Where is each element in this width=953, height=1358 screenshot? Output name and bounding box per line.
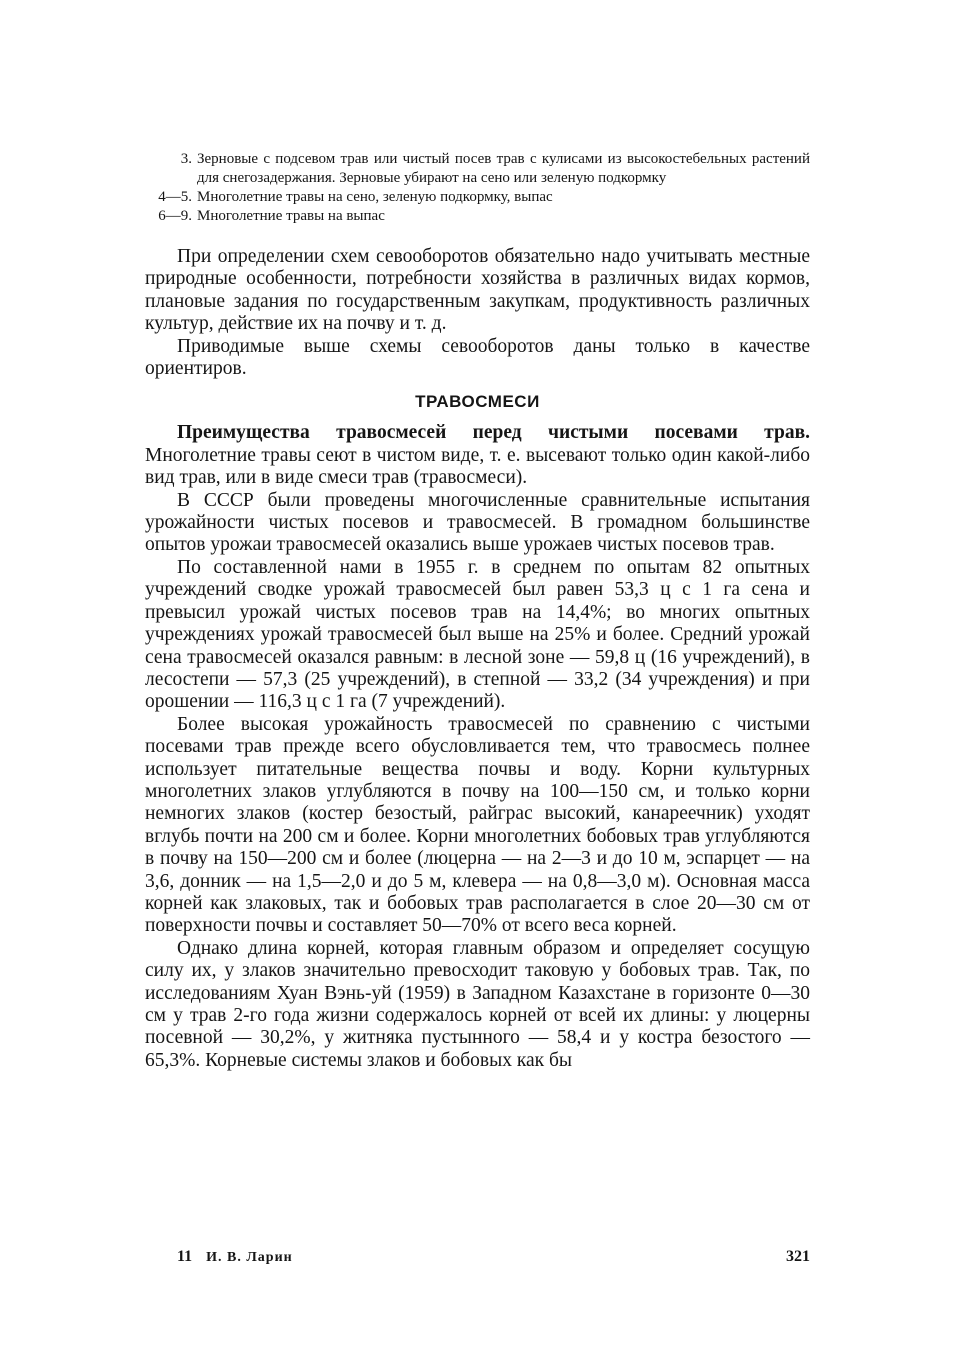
signature-mark bbox=[145, 1248, 293, 1266]
signature-number: 11 bbox=[177, 1248, 193, 1265]
rotation-scheme-list bbox=[145, 150, 810, 226]
intro-paragraph: Приводимые выше схемы севооборотов даны только в качестве ориентиров. bbox=[145, 335, 810, 380]
page-number: 321 bbox=[786, 1248, 810, 1265]
list-item-text: Многолетние травы на выпас bbox=[197, 208, 385, 224]
list-item bbox=[145, 150, 810, 188]
section-title: ТРАВОСМЕСИ bbox=[415, 392, 540, 412]
list-item-number: 6—9. bbox=[158, 208, 192, 224]
list-item-text: Многолетние травы на сено, зеленую подкормку, выпас bbox=[197, 189, 553, 205]
body-paragraph: Более высокая урожайность травосмесей по сравнению с чистыми посевами трав прежде всего обусловливается тем, что травосмесь полнее использует питательные вещества почвы и воду. Корни культурных многолетних злаков углубляются в почву на 100—150 см, и только корни немногих злаков (костер безостый, райграс высокий, канареечник) уходят вглубь почти на 200 см и более. Корни многолетних бобовых трав углубляются в почву на 150—200 см и более (люцерна — на 2—3 и до 10 м, эспарцет — на 3,6, донник — на 1,5—2,0 и до 5 м, клевера — на 0,8—3,0 м). Основная масса корней как злаковых, так и бобовых трав располагается в слое 20—30 см от поверхности почвы и составляет 50—70% от всего веса корней. bbox=[145, 713, 810, 937]
list-item bbox=[145, 188, 810, 207]
list-item-number: 3. bbox=[180, 151, 192, 167]
body-paragraph bbox=[145, 422, 810, 489]
list-item bbox=[145, 207, 810, 226]
list-item-number: 4—5. bbox=[158, 189, 192, 205]
body-paragraph: Однако длина корней, которая главным образом и определяет сосущую силу их, у злаков значительно превосходит таковую у бобовых трав. Так, по исследованиям Хуан Вэнь-уй (1959) в Западном Казахстане в горизонте 0—30 см у трав 2-го года жизни содержалось корней от всей их длины: у люцерны посевной — 30,2%, у житняка пустынного — 58,4 и у костра безостого — 65,3%. Корневые системы злаков и бобовых как бы bbox=[145, 937, 810, 1071]
paragraph-text: Многолетние травы сеют в чистом виде, т. е. высевают только один какой-либо вид трав, или в виде смеси трав (травосмеси). bbox=[145, 444, 810, 489]
body-paragraph: В СССР были проведены многочисленные сравнительные испытания урожайности чистых посевов и травосмесей. В громадном большинстве опытов урожаи травосмесей оказались выше урожаев чистых посевов трав. bbox=[145, 489, 810, 556]
intro-paragraph: При определении схем севооборотов обязательно надо учитывать местные природные особенности, потребности хозяйства в различных видах кормов, плановые задания по государственным закупкам, продуктивность различных культур, действие их на почву и т. д. bbox=[145, 246, 810, 335]
page-footer bbox=[145, 1248, 810, 1266]
list-item-text: Зерновые с подсевом трав или чистый посев трав с кулисами из высокостебельных растений для снегозадержания. Зерновые убирают на сено или зеленую подкормку bbox=[197, 151, 810, 186]
body-paragraph: По составленной нами в 1955 г. в среднем по опытам 82 опытных учреждений сводке урожай травосмесей был равен 53,3 ц с 1 га сена и превысил урожай чистых посевов трав на 14,4%; во многих опытных учреждениях урожай травосмесей был выше на 25% и более. Средний урожай сена травосмесей оказался равным: в лесной зоне — 59,8 ц (16 учреждений), в лесостепи — 57,3 (25 учреждений), в степной — 33,2 (34 учреждения) и при орошении — 116,3 ц с 1 га (7 учреждений). bbox=[145, 556, 810, 713]
paragraph-lead: Преимущества травосмесей перед чистыми посевами трав. bbox=[177, 422, 810, 444]
page-content bbox=[145, 150, 810, 1072]
signature-author: И. В. Ларин bbox=[206, 1250, 293, 1265]
